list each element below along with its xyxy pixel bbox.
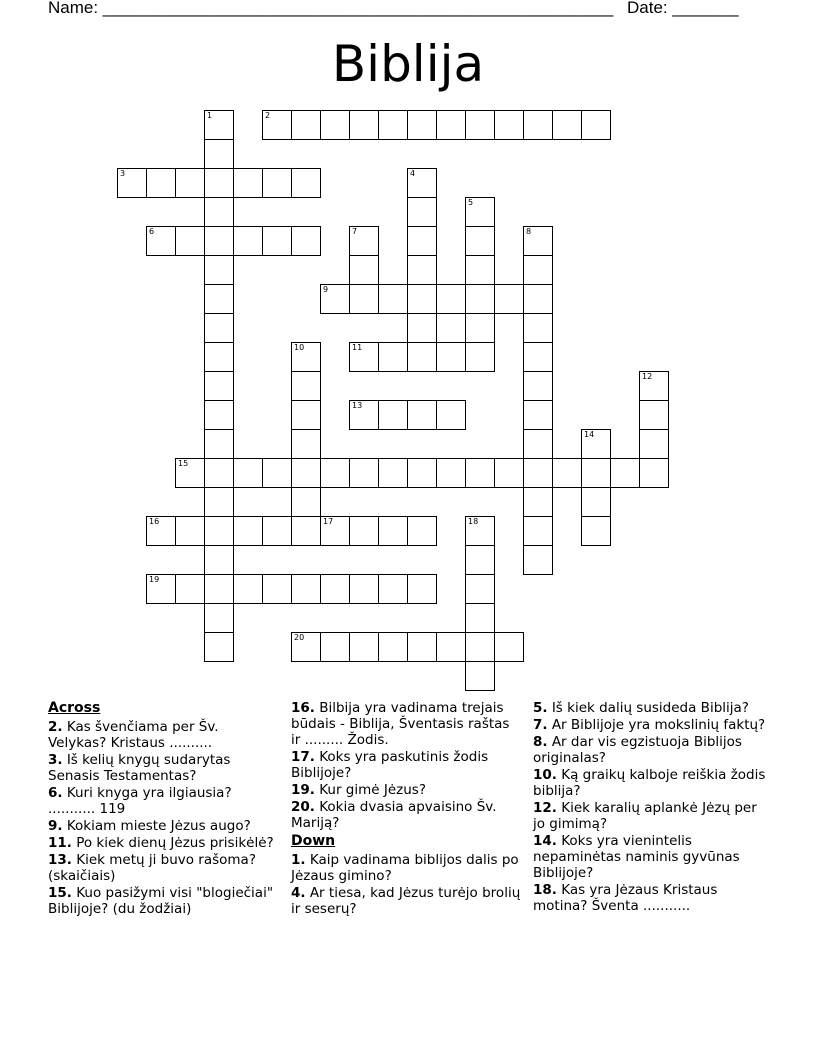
grid-cell[interactable] bbox=[465, 255, 495, 285]
grid-cell[interactable] bbox=[320, 632, 350, 662]
grid-cell[interactable] bbox=[175, 574, 205, 604]
grid-cell[interactable] bbox=[639, 458, 669, 488]
across-clue-list bbox=[48, 719, 278, 917]
grid-cell[interactable] bbox=[610, 458, 640, 488]
grid-cell[interactable] bbox=[436, 342, 466, 372]
grid-cell[interactable] bbox=[465, 603, 495, 633]
grid-cell[interactable] bbox=[523, 313, 553, 343]
grid-cell[interactable] bbox=[349, 574, 379, 604]
grid-cell[interactable] bbox=[378, 342, 408, 372]
clue-text: Po kiek dienų Jėzus prisikėlė? bbox=[71, 835, 274, 851]
clue-item bbox=[291, 782, 521, 798]
grid-cell[interactable] bbox=[175, 226, 205, 256]
clue-number: 7. bbox=[533, 717, 548, 733]
clue-item bbox=[291, 885, 521, 917]
clue-text: Kas yra Jėzaus Kristaus motina? Šventa ........... bbox=[533, 882, 718, 914]
clue-text: Kuo pasižymi visi "blogiečiai" Biblijoje? (du žodžiai) bbox=[48, 885, 274, 917]
grid-cell[interactable] bbox=[407, 110, 437, 140]
clue-text: Ar Biblijoje yra mokslinių faktų? bbox=[547, 717, 766, 733]
grid-cell[interactable] bbox=[639, 429, 669, 459]
grid-cell[interactable] bbox=[291, 429, 321, 459]
grid-cell[interactable] bbox=[320, 574, 350, 604]
grid-cell[interactable] bbox=[146, 168, 176, 198]
clue-number: 8. bbox=[533, 734, 548, 750]
grid-cell[interactable] bbox=[291, 487, 321, 517]
grid-cell[interactable] bbox=[465, 632, 495, 662]
grid-cell[interactable] bbox=[146, 516, 176, 546]
clue-item bbox=[48, 719, 278, 751]
grid-cell[interactable] bbox=[204, 458, 234, 488]
grid-cell[interactable] bbox=[523, 487, 553, 517]
across-clue-list-continued bbox=[291, 700, 521, 831]
grid-cell[interactable] bbox=[494, 110, 524, 140]
grid-cell[interactable] bbox=[146, 574, 176, 604]
grid-cell[interactable] bbox=[349, 110, 379, 140]
grid-cell[interactable] bbox=[204, 429, 234, 459]
grid-cell[interactable] bbox=[291, 110, 321, 140]
cell-number: 17 bbox=[323, 517, 334, 526]
clue-number: 3. bbox=[48, 752, 63, 768]
grid-cell[interactable] bbox=[436, 632, 466, 662]
clue-text: Bilbija yra vadinama trejais būdais - Biblija, Šventasis raštas ir ......... Žodis. bbox=[291, 700, 510, 748]
grid-cell[interactable] bbox=[581, 487, 611, 517]
grid-cell[interactable] bbox=[233, 168, 263, 198]
cell-number: 15 bbox=[178, 459, 189, 468]
clue-text: Kuri knyga yra ilgiausia? ........... 119 bbox=[48, 785, 232, 817]
clue-number: 12. bbox=[533, 800, 557, 816]
grid-cell[interactable] bbox=[494, 632, 524, 662]
grid-cell[interactable] bbox=[465, 661, 495, 691]
grid-cell[interactable] bbox=[349, 342, 379, 372]
grid-cell[interactable] bbox=[465, 284, 495, 314]
clue-item bbox=[48, 785, 278, 817]
grid-cell[interactable] bbox=[204, 371, 234, 401]
grid-cell[interactable] bbox=[581, 110, 611, 140]
grid-cell[interactable] bbox=[204, 545, 234, 575]
grid-cell[interactable] bbox=[349, 632, 379, 662]
grid-cell[interactable] bbox=[204, 197, 234, 227]
clue-item bbox=[48, 885, 278, 917]
grid-cell[interactable] bbox=[291, 226, 321, 256]
clue-text: Kiek metų ji buvo rašoma? (skaičiais) bbox=[48, 852, 256, 884]
grid-cell[interactable] bbox=[465, 545, 495, 575]
cell-number: 8 bbox=[526, 227, 532, 236]
grid-cell[interactable] bbox=[291, 400, 321, 430]
clues-column-2 bbox=[291, 700, 521, 918]
grid-cell[interactable] bbox=[291, 458, 321, 488]
grid-cell[interactable] bbox=[407, 342, 437, 372]
grid-cell[interactable] bbox=[523, 226, 553, 256]
grid-cell[interactable] bbox=[117, 168, 147, 198]
grid-cell[interactable] bbox=[204, 400, 234, 430]
clue-number: 1. bbox=[291, 852, 306, 868]
grid-cell[interactable] bbox=[378, 516, 408, 546]
grid-cell[interactable] bbox=[465, 110, 495, 140]
clue-item bbox=[533, 882, 773, 914]
grid-cell[interactable] bbox=[262, 516, 292, 546]
clue-text: Kiek karalių aplankė Jėzų per jo gimimą? bbox=[533, 800, 757, 832]
grid-cell[interactable] bbox=[291, 632, 321, 662]
grid-cell[interactable] bbox=[407, 255, 437, 285]
clue-item bbox=[533, 833, 773, 881]
grid-cell[interactable] bbox=[320, 458, 350, 488]
grid-cell[interactable] bbox=[523, 458, 553, 488]
grid-cell[interactable] bbox=[523, 400, 553, 430]
grid-cell[interactable] bbox=[204, 632, 234, 662]
grid-cell[interactable] bbox=[204, 255, 234, 285]
clue-number: 9. bbox=[48, 818, 63, 834]
cell-number: 3 bbox=[120, 169, 126, 178]
grid-cell[interactable] bbox=[407, 400, 437, 430]
cell-number: 19 bbox=[149, 575, 160, 584]
grid-cell[interactable] bbox=[465, 197, 495, 227]
grid-cell[interactable] bbox=[349, 284, 379, 314]
grid-cell[interactable] bbox=[436, 110, 466, 140]
clue-item bbox=[291, 700, 521, 748]
clue-number: 13. bbox=[48, 852, 72, 868]
grid-cell[interactable] bbox=[494, 284, 524, 314]
grid-cell[interactable] bbox=[204, 313, 234, 343]
grid-cell[interactable] bbox=[320, 110, 350, 140]
grid-cell[interactable] bbox=[523, 284, 553, 314]
cell-number: 9 bbox=[323, 285, 329, 294]
grid-cell[interactable] bbox=[204, 342, 234, 372]
clue-text: Kas švenčiama per Šv. Velykas? Kristaus .......... bbox=[48, 719, 219, 751]
clue-item bbox=[533, 700, 773, 716]
clue-item bbox=[291, 749, 521, 781]
grid-cell[interactable] bbox=[378, 284, 408, 314]
cell-number: 4 bbox=[410, 169, 416, 178]
clue-number: 16. bbox=[291, 700, 315, 716]
grid-cell[interactable] bbox=[407, 458, 437, 488]
grid-cell[interactable] bbox=[349, 458, 379, 488]
clue-item bbox=[48, 752, 278, 784]
grid-cell[interactable] bbox=[523, 545, 553, 575]
clue-number: 2. bbox=[48, 719, 63, 735]
down-clue-list-continued bbox=[533, 700, 773, 914]
grid-cell[interactable] bbox=[291, 342, 321, 372]
clue-item bbox=[533, 800, 773, 832]
grid-cell[interactable] bbox=[204, 168, 234, 198]
clue-number: 14. bbox=[533, 833, 557, 849]
grid-cell[interactable] bbox=[291, 168, 321, 198]
grid-cell[interactable] bbox=[436, 458, 466, 488]
grid-cell[interactable] bbox=[378, 632, 408, 662]
clue-number: 20. bbox=[291, 799, 315, 815]
grid-cell[interactable] bbox=[262, 168, 292, 198]
cell-number: 12 bbox=[642, 372, 653, 381]
clue-number: 15. bbox=[48, 885, 72, 901]
grid-cell[interactable] bbox=[320, 284, 350, 314]
grid-cell[interactable] bbox=[639, 371, 669, 401]
grid-cell[interactable] bbox=[523, 429, 553, 459]
grid-cell[interactable] bbox=[262, 226, 292, 256]
cell-number: 1 bbox=[207, 111, 213, 120]
grid-cell[interactable] bbox=[291, 516, 321, 546]
cell-number: 11 bbox=[352, 343, 363, 352]
clue-number: 4. bbox=[291, 885, 306, 901]
clue-text: Koks yra vienintelis nepaminėtas naminis gyvūnas Biblijoje? bbox=[533, 833, 740, 881]
grid-cell[interactable] bbox=[175, 458, 205, 488]
grid-cell[interactable] bbox=[204, 110, 234, 140]
grid-cell[interactable] bbox=[175, 516, 205, 546]
grid-cell[interactable] bbox=[465, 458, 495, 488]
cell-number: 6 bbox=[149, 227, 155, 236]
grid-cell[interactable] bbox=[349, 255, 379, 285]
grid-cell[interactable] bbox=[407, 197, 437, 227]
grid-cell[interactable] bbox=[204, 516, 234, 546]
grid-cell[interactable] bbox=[204, 139, 234, 169]
grid-cell[interactable] bbox=[465, 342, 495, 372]
grid-cell[interactable] bbox=[378, 574, 408, 604]
clue-text: Kaip vadinama biblijos dalis po Jėzaus gimino? bbox=[291, 852, 519, 884]
grid-cell[interactable] bbox=[436, 400, 466, 430]
cell-number: 2 bbox=[265, 111, 271, 120]
grid-cell[interactable] bbox=[204, 603, 234, 633]
clue-item bbox=[291, 852, 521, 884]
grid-cell[interactable] bbox=[407, 284, 437, 314]
cell-number: 14 bbox=[584, 430, 595, 439]
grid-cell[interactable] bbox=[494, 458, 524, 488]
grid-cell[interactable] bbox=[523, 110, 553, 140]
clue-number: 5. bbox=[533, 700, 548, 716]
clue-text: Ar dar vis egzistuoja Biblijos originalas? bbox=[533, 734, 742, 766]
grid-cell[interactable] bbox=[523, 371, 553, 401]
grid-cell[interactable] bbox=[233, 226, 263, 256]
clue-item bbox=[533, 767, 773, 799]
grid-cell[interactable] bbox=[436, 284, 466, 314]
grid-cell[interactable] bbox=[581, 516, 611, 546]
grid-cell[interactable] bbox=[465, 313, 495, 343]
clue-text: Koks yra paskutinis žodis Biblijoje? bbox=[291, 749, 489, 781]
grid-cell[interactable] bbox=[465, 226, 495, 256]
clue-text: Kokia dvasia apvaisino Šv. Mariją? bbox=[291, 799, 497, 831]
grid-cell[interactable] bbox=[407, 574, 437, 604]
grid-cell[interactable] bbox=[349, 226, 379, 256]
clue-text: Kur gimė Jėzus? bbox=[314, 782, 426, 798]
clue-text: Ką graikų kalboje reiškia žodis biblija? bbox=[533, 767, 766, 799]
grid-cell[interactable] bbox=[465, 574, 495, 604]
grid-cell[interactable] bbox=[407, 226, 437, 256]
across-heading: Across bbox=[48, 700, 101, 716]
clue-text: Kokiam mieste Jėzus augo? bbox=[62, 818, 251, 834]
name-line: Name: ______________________________________________________ bbox=[48, 0, 614, 17]
grid-cell[interactable] bbox=[581, 458, 611, 488]
grid-cell[interactable] bbox=[581, 429, 611, 459]
cell-number: 13 bbox=[352, 401, 363, 410]
grid-cell[interactable] bbox=[204, 574, 234, 604]
cell-number: 16 bbox=[149, 517, 160, 526]
grid-cell[interactable] bbox=[552, 110, 582, 140]
puzzle-title: Biblija bbox=[331, 35, 485, 93]
clue-text: Ar tiesa, kad Jėzus turėjo brolių ir seserų? bbox=[291, 885, 521, 917]
grid-cell[interactable] bbox=[291, 371, 321, 401]
clue-text: Iš kelių knygų sudarytas Senasis Testamentas? bbox=[48, 752, 231, 784]
clue-item bbox=[291, 799, 521, 831]
clue-item bbox=[533, 717, 773, 733]
cell-number: 20 bbox=[294, 633, 305, 642]
grid-cell[interactable] bbox=[204, 487, 234, 517]
grid-cell[interactable] bbox=[407, 168, 437, 198]
grid-cell[interactable] bbox=[523, 255, 553, 285]
grid-cell[interactable] bbox=[291, 574, 321, 604]
cell-number: 5 bbox=[468, 198, 474, 207]
cell-number: 10 bbox=[294, 343, 305, 352]
grid-cell[interactable] bbox=[465, 516, 495, 546]
date-line: Date: _______ bbox=[627, 0, 739, 17]
grid-cell[interactable] bbox=[349, 516, 379, 546]
clue-item bbox=[48, 852, 278, 884]
cell-number: 18 bbox=[468, 517, 479, 526]
grid-cell[interactable] bbox=[204, 284, 234, 314]
cell-number: 7 bbox=[352, 227, 358, 236]
grid-cell[interactable] bbox=[233, 574, 263, 604]
clue-item bbox=[48, 835, 278, 851]
clue-number: 6. bbox=[48, 785, 63, 801]
clue-text: Iš kiek dalių susideda Biblija? bbox=[547, 700, 749, 716]
clue-item bbox=[48, 818, 278, 834]
down-heading: Down bbox=[291, 833, 336, 849]
grid-cell[interactable] bbox=[320, 516, 350, 546]
grid-cell[interactable] bbox=[262, 110, 292, 140]
grid-cell[interactable] bbox=[407, 313, 437, 343]
clue-number: 19. bbox=[291, 782, 315, 798]
grid-cell[interactable] bbox=[407, 632, 437, 662]
grid-cell[interactable] bbox=[523, 516, 553, 546]
grid-cell[interactable] bbox=[204, 226, 234, 256]
grid-cell[interactable] bbox=[262, 458, 292, 488]
grid-cell[interactable] bbox=[146, 226, 176, 256]
clues-column-3 bbox=[533, 700, 773, 915]
grid-cell[interactable] bbox=[175, 168, 205, 198]
down-clue-list bbox=[291, 852, 521, 917]
grid-cell[interactable] bbox=[233, 516, 263, 546]
grid-cell[interactable] bbox=[639, 400, 669, 430]
grid-cell[interactable] bbox=[523, 342, 553, 372]
grid-cell[interactable] bbox=[349, 400, 379, 430]
clue-item bbox=[533, 734, 773, 766]
grid-cell[interactable] bbox=[407, 516, 437, 546]
clue-number: 10. bbox=[533, 767, 557, 783]
clue-number: 18. bbox=[533, 882, 557, 898]
grid-cell[interactable] bbox=[378, 458, 408, 488]
grid-cell[interactable] bbox=[233, 458, 263, 488]
grid-cell[interactable] bbox=[262, 574, 292, 604]
grid-cell[interactable] bbox=[378, 400, 408, 430]
clue-number: 11. bbox=[48, 835, 72, 851]
clues-column-1 bbox=[48, 700, 278, 918]
grid-cell[interactable] bbox=[552, 458, 582, 488]
grid-cell[interactable] bbox=[378, 110, 408, 140]
clue-number: 17. bbox=[291, 749, 315, 765]
